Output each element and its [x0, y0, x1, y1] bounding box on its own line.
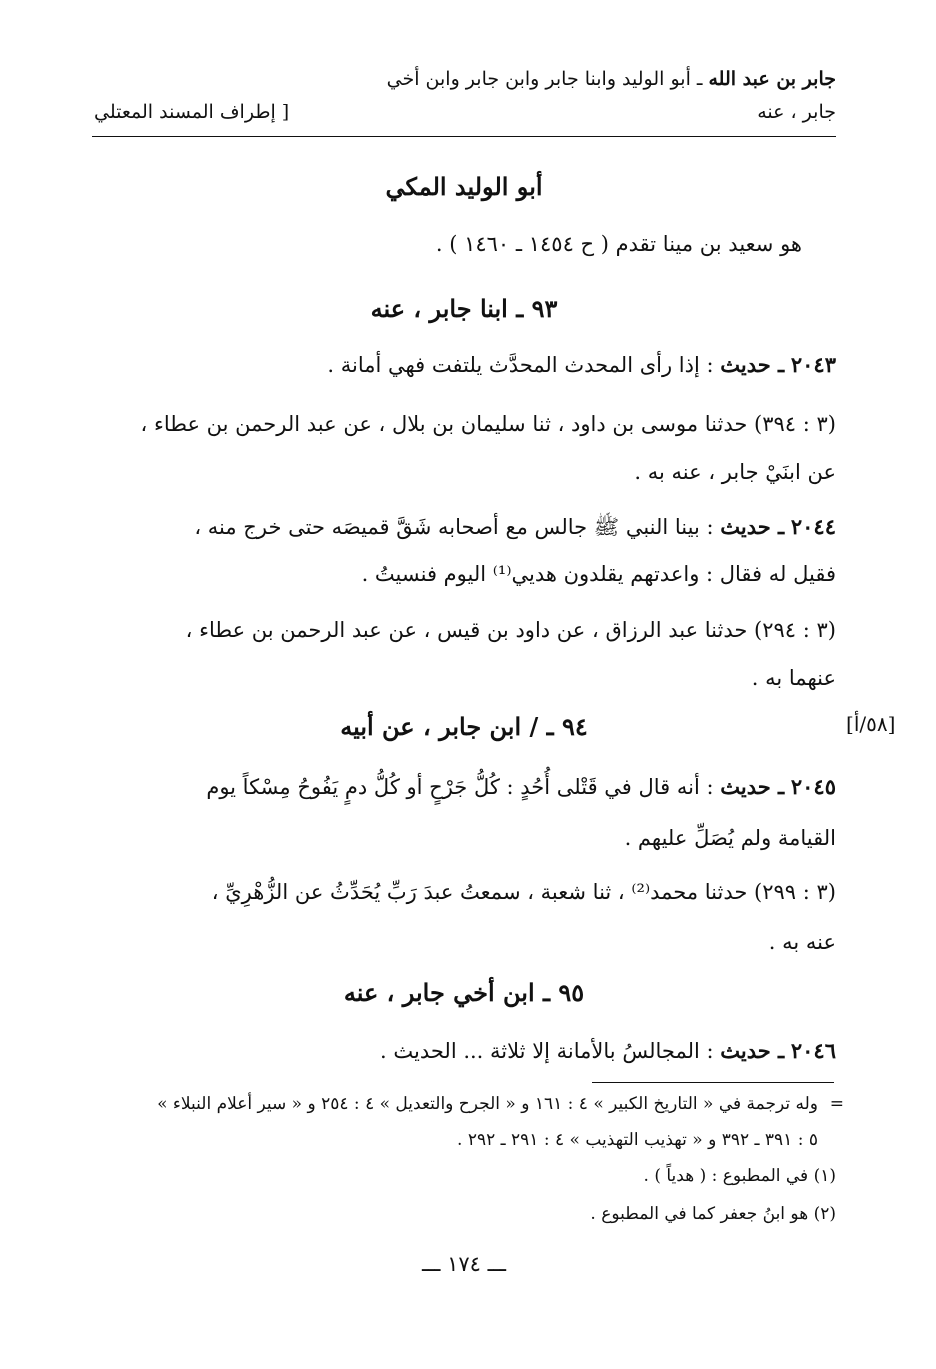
footnote-1: (١) في المطبوع : ( هدياً ) .	[643, 1166, 836, 1186]
isnad-line: (٣ : ٣٩٤) حدثنا موسى بن داود ، ثنا سليمان بن بلال ، عن عبد الرحمن بن عطاء ،	[140, 412, 836, 436]
entry-heading: ٩٣ ـ ابنا جابر ، عنه	[370, 294, 558, 323]
hadith-number: ٢٠٤٣	[790, 352, 836, 377]
isnad-line: (٣ : ٢٩٤) حدثنا عبد الرزاق ، عن داود بن قيس ، عن عبد الرحمن بن عطاء ،	[185, 618, 836, 642]
footnote-continuation: وله ترجمة في « التاريخ الكبير » ٤ : ١٦١ و « الجرح والتعديل » ٤ : ٢٥٤ و « سير أعلام النبلاء »	[157, 1094, 818, 1114]
hadith-line	[380, 1038, 836, 1063]
running-header-title	[387, 64, 836, 94]
hadith-line	[327, 352, 836, 377]
hadith-line-2: القيامة ولم يُصَلِّ عليهم .	[624, 826, 836, 850]
hadith-text: : إذا رأى المحدث المحدَّث يلتفت فهي أمانة .	[327, 353, 721, 377]
running-header-title-line2: جابر ، عنه	[757, 101, 836, 123]
isnad-line: (٣ : ٢٩٩) حدثنا محمد⁽²⁾ ، ثنا شعبة ، سمعتُ عبدَ رَبِّ يُحَدِّثُ عن الزُّهْرِيِّ ،	[211, 880, 836, 904]
footnote-2: (٢) هو ابنُ جعفر كما في المطبوع .	[590, 1204, 836, 1224]
hadith-line	[194, 514, 836, 545]
isnad-line: عن ابنَيْ جابر ، عنه به .	[634, 460, 836, 484]
hadith-number: ٢٠٤٦	[790, 1038, 836, 1063]
footnote-continuation-mark: =	[829, 1094, 844, 1114]
entry-heading: ٩٤ ـ / ابن جابر ، عن أبيه	[340, 712, 588, 741]
hadith-keyword: ـ حديث	[720, 1038, 785, 1063]
header-title-bold: جابر بن عبد الله	[708, 68, 836, 90]
section-intro: هو سعيد بن مينا تقدم ( ح ١٤٥٤ ـ ١٤٦٠ ) .	[435, 232, 802, 256]
hadith-line-2: فقيل له فقال : واعدتهم يقلدون هديي⁽¹⁾ اليوم فنسيتُ .	[361, 562, 836, 586]
header-rule	[92, 136, 836, 137]
hadith-text: : بينا النبي ﷺ جالس مع أصحابه شَقَّ قميصَه حتى خرج منه ،	[194, 515, 721, 539]
hadith-keyword: ـ حديث	[720, 514, 785, 539]
hadith-text: : المجالسُ بالأمانة إلا ثلاثة ... الحديث .	[380, 1039, 721, 1063]
footnote-rule	[592, 1082, 834, 1083]
footnote-continuation: ٥ : ٣٩١ ـ ٣٩٢ و « تهذيب التهذيب » ٤ : ٢٩١ ـ ٢٩٢ .	[457, 1130, 818, 1150]
entry-heading: ٩٥ ـ ابن أخي جابر ، عنه	[343, 978, 585, 1007]
isnad-line: عنه به .	[768, 930, 836, 954]
hadith-keyword: ـ حديث	[720, 774, 785, 799]
margin-folio-note: [٥٨/أ]	[846, 712, 896, 736]
isnad-line: عنهما به .	[751, 666, 836, 690]
hadith-number: ٢٠٤٤	[790, 514, 836, 539]
hadith-text: : أنه قال في قَتْلى أُحُدٍ : كُلُّ جَرْحٍ أو كُلُّ دمٍ يَفُوحُ مِسْكاً يوم	[206, 775, 721, 799]
running-header-book-title: [ إطراف المسند المعتلي	[94, 101, 290, 123]
page-number: ـــ ١٧٤ ـــ	[421, 1252, 507, 1276]
hadith-line	[206, 774, 836, 799]
header-title-rest: ـ أبو الوليد وابنا جابر وابن جابر وابن أخي	[386, 68, 709, 90]
hadith-keyword: ـ حديث	[720, 352, 785, 377]
hadith-number: ٢٠٤٥	[790, 774, 836, 799]
section-title: أبو الوليد المكي	[385, 172, 543, 201]
